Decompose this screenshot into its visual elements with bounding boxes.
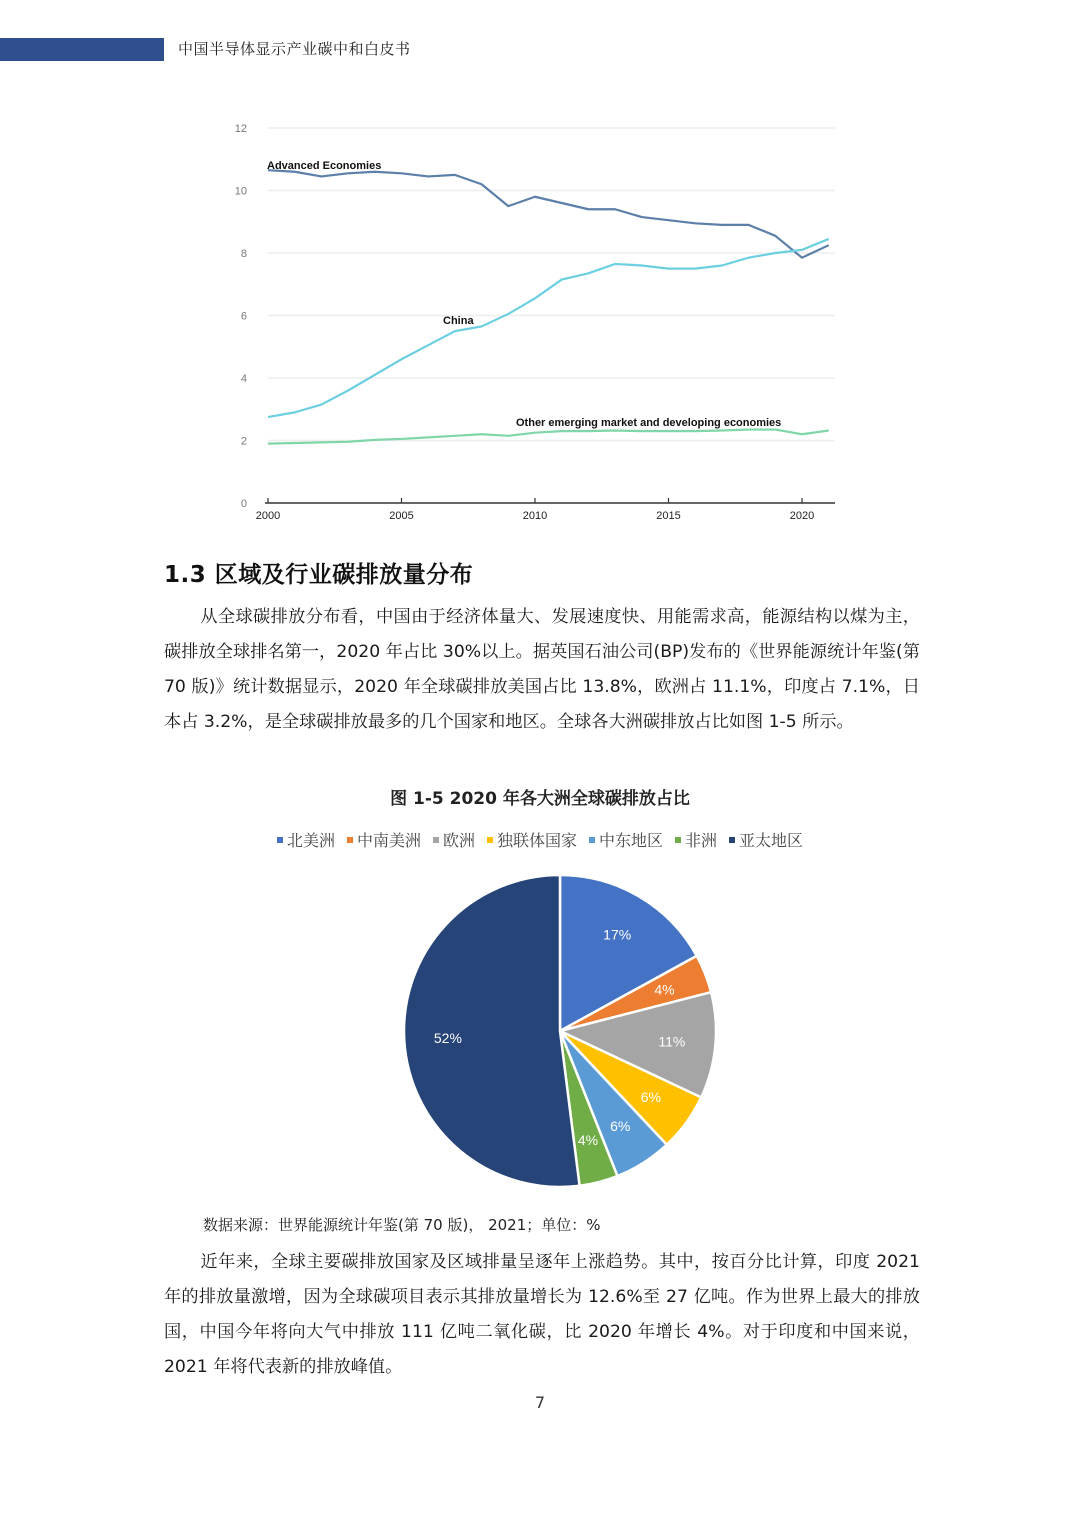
paragraph-1: [164, 600, 920, 740]
pie-slice-label: 11%: [658, 1033, 686, 1050]
other-emerging-line: [268, 430, 829, 444]
legend-swatch-icon: [675, 837, 681, 843]
legend-item: [347, 828, 421, 851]
legend-item: [433, 828, 475, 851]
pie-slice-label: 6%: [610, 1117, 631, 1134]
pie-slice-label: 4%: [654, 981, 675, 998]
section-heading: 1.3 区域及行业碳排放量分布: [164, 562, 474, 588]
legend-swatch-icon: [589, 837, 595, 843]
y-tick-label: 2: [240, 435, 247, 448]
legend-item: [729, 828, 803, 851]
pie-slice-label: 52%: [433, 1030, 462, 1047]
y-tick-label: 8: [240, 248, 247, 260]
china-line: [268, 239, 829, 417]
legend-item: [589, 828, 663, 851]
advanced-economies-label: Advanced Economies: [267, 160, 382, 172]
pie-slice-label: 4%: [577, 1131, 599, 1148]
y-tick-label: 6: [240, 310, 247, 323]
paragraph-2-text: 近年来，全球主要碳排放国家及区域排量呈逐年上涨趋势。其中，按百分比计算，印度 2021 年的排放量激增，因为全球碳项目表示其排放量增长为 12.6%至 27 亿吨。作为世界上最大的排放国，中国今年将向大气中排放 111 亿吨二氧化碳，比 2020 年增长 4%。对于印度和中国来说，2021 年将代表新的排放峰值。: [164, 1252, 920, 1377]
x-tick-label: 2005: [389, 510, 414, 522]
x-tick-label: 2010: [522, 510, 548, 522]
other-emerging-label: Other emerging market and developing economies: [516, 417, 782, 429]
legend-item: [277, 828, 335, 851]
y-tick-label: 10: [234, 185, 247, 198]
legend-label: 中南美洲: [356, 831, 421, 850]
legend-swatch-icon: [487, 837, 493, 843]
legend-swatch-icon: [347, 837, 353, 843]
emissions-line-chart: [225, 110, 855, 530]
page-number: 7: [534, 1393, 546, 1412]
pie-slice-label: 17%: [603, 926, 632, 943]
pie-slice: [404, 875, 580, 1187]
paragraph-1-text: 从全球碳排放分布看，中国由于经济体量大、发展速度快、用能需求高，能源结构以煤为主，碳排放全球排名第一，2020 年占比 30%以上。据英国石油公司(BP)发布的《世界能源统计年鉴(第 70 版)》统计数据显示，2020 年全球碳排放美国占比 13.8%，欧洲占 11.1%，印度占 7.1%，日本占 3.2%，是全球碳排放最多的几个国家和地区。全球各大洲碳排放占比如图 1-5 所示。: [164, 607, 920, 732]
y-tick-label: 0: [240, 498, 247, 510]
data-source-note: 数据来源：世界能源统计年鉴(第 70 版)， 2021；单位：%: [203, 1216, 601, 1234]
continent-emissions-pie-chart: [395, 868, 725, 1198]
legend-label: 独联体国家: [496, 831, 577, 850]
china-label: China: [443, 315, 474, 327]
legend-label: 亚太地区: [739, 831, 804, 850]
pie-legend: [0, 828, 1080, 851]
legend-label: 欧洲: [442, 831, 475, 850]
y-tick-label: 4: [240, 373, 247, 385]
header-bar: [0, 38, 164, 61]
advanced-economies-line: [268, 170, 829, 258]
figure-caption: 图 1-5 2020 年各大洲全球碳排放占比: [390, 789, 690, 809]
legend-item: [675, 828, 717, 851]
x-tick-label: 2020: [789, 510, 815, 522]
document-title: 中国半导体显示产业碳中和白皮书: [178, 40, 411, 58]
pie-slice-label: 6%: [640, 1089, 661, 1106]
x-tick-label: 2015: [656, 510, 681, 522]
legend-label: 中东地区: [599, 831, 664, 850]
y-tick-label: 12: [234, 123, 247, 135]
legend-item: [487, 828, 577, 851]
legend-swatch-icon: [433, 837, 439, 843]
x-tick-label: 2000: [255, 510, 281, 522]
paragraph-2: [164, 1245, 920, 1385]
legend-label: 非洲: [685, 831, 718, 850]
legend-swatch-icon: [729, 837, 735, 843]
legend-swatch-icon: [277, 837, 283, 843]
legend-label: 北美洲: [286, 831, 335, 850]
